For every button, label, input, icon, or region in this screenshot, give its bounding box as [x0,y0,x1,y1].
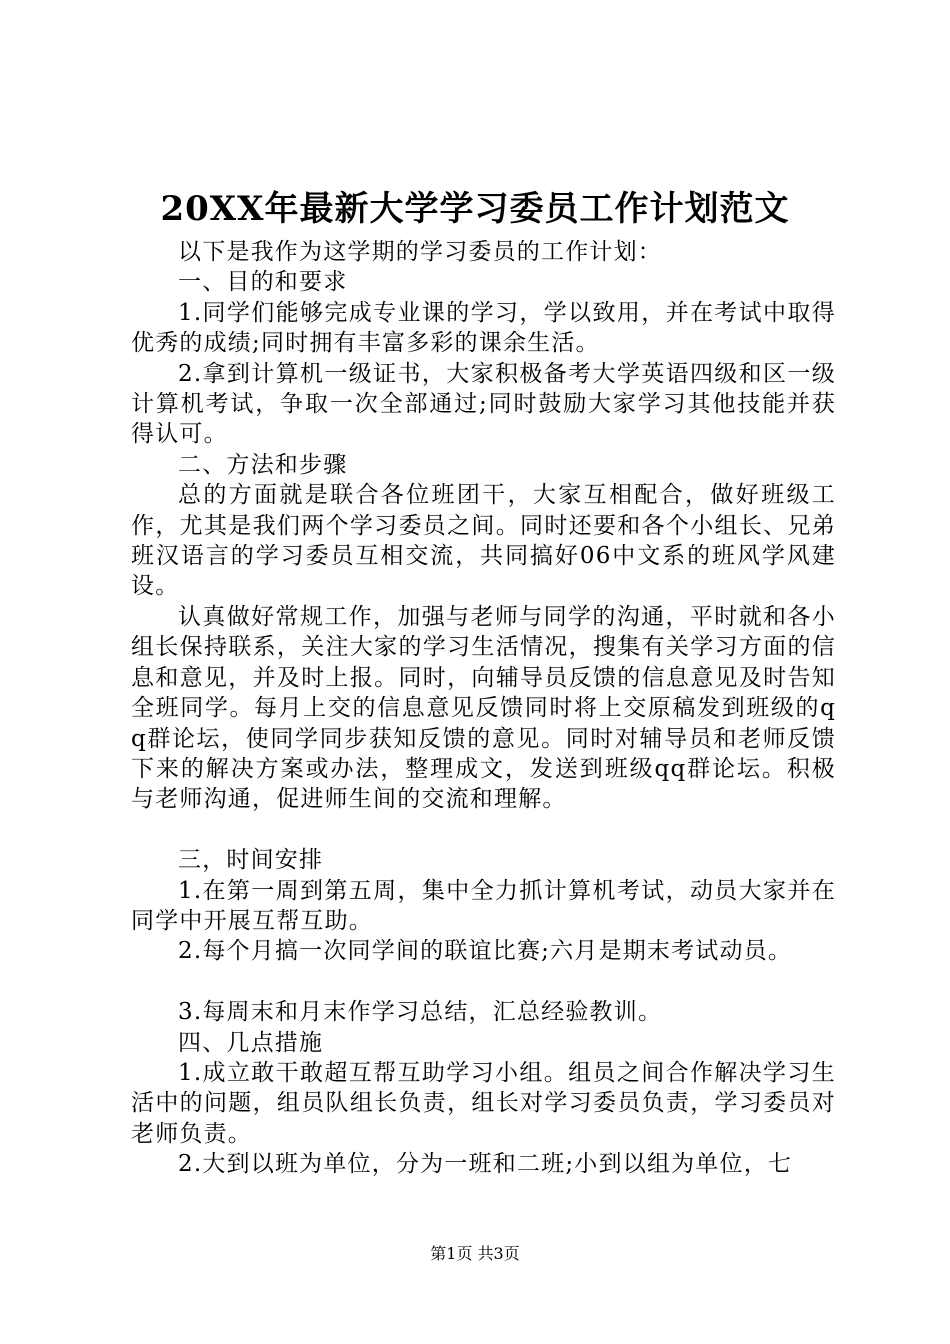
paragraph-methods-2: 认真做好常规工作，加强与老师与同学的沟通，平时就和各小组长保持联系，关注大家的学习生活情况，搜集有关学习方面的信息和意见，并及时上报。同时，向辅导员反馈的信息意见及时告知全班同学。每月上交的信息意见反馈同时将上交原稿发到班级的qq群论坛，使同学同步获知反馈的意见。同时对辅导员和老师反馈下来的解决方案或办法，整理成文，发送到班级qq群论坛。积极与老师沟通，促进师生间的交流和理解。 [131,603,836,813]
paragraph-schedule-1: 1.在第一周到第五周，集中全力抓计算机考试，动员大家并在同学中开展互帮互助。 [131,877,836,934]
paragraph-methods-1: 总的方面就是联合各位班团干，大家互相配合，做好班级工作，尤其是我们两个学习委员之间。同时还要和各个小组长、兄弟班汉语言的学习委员互相交流，共同搞好06中文系的班风学风建设。 [131,482,836,600]
section-heading-methods: 二、方法和步骤 [178,451,348,478]
paragraph-schedule-3: 3.每周末和月末作学习总结，汇总经验教训。 [178,999,663,1026]
paragraph-measures-2: 2.大到以班为单位，分为一班和二班;小到以组为单位，七 [178,1151,793,1178]
paragraph-spacer [131,815,836,845]
document-body [131,237,836,1180]
section-heading-measures: 四、几点措施 [178,1029,324,1056]
page-number-footer: 第1页 共3页 [430,1244,520,1263]
paragraph-schedule-2: 2.每个月搞一次同学间的联谊比赛;六月是期末考试动员。 [178,938,793,965]
section-heading-purpose: 一、目的和要求 [178,269,348,296]
section-heading-schedule: 三，时间安排 [178,847,324,874]
paragraph-purpose-2: 2.拿到计算机一级证书，大家积极备考大学英语四级和区一级计算机考试，争取一次全部通过;同时鼓励大家学习其他技能并获得认可。 [131,360,836,448]
document-title: 20XX年最新大学学习委员工作计划范文 [160,189,790,229]
paragraph-purpose-1: 1.同学们能够完成专业课的学习，学以致用，并在考试中取得优秀的成绩;同时拥有丰富多彩的课余生活。 [131,299,836,357]
intro-paragraph: 以下是我作为这学期的学习委员的工作计划： [178,239,662,265]
paragraph-spacer [131,967,836,997]
paragraph-measures-1: 1.成立敢干敢超互帮互助学习小组。组员之间合作解决学习生活中的问题，组员队组长负责，组长对学习委员负责，学习委员对老师负责。 [131,1059,836,1147]
